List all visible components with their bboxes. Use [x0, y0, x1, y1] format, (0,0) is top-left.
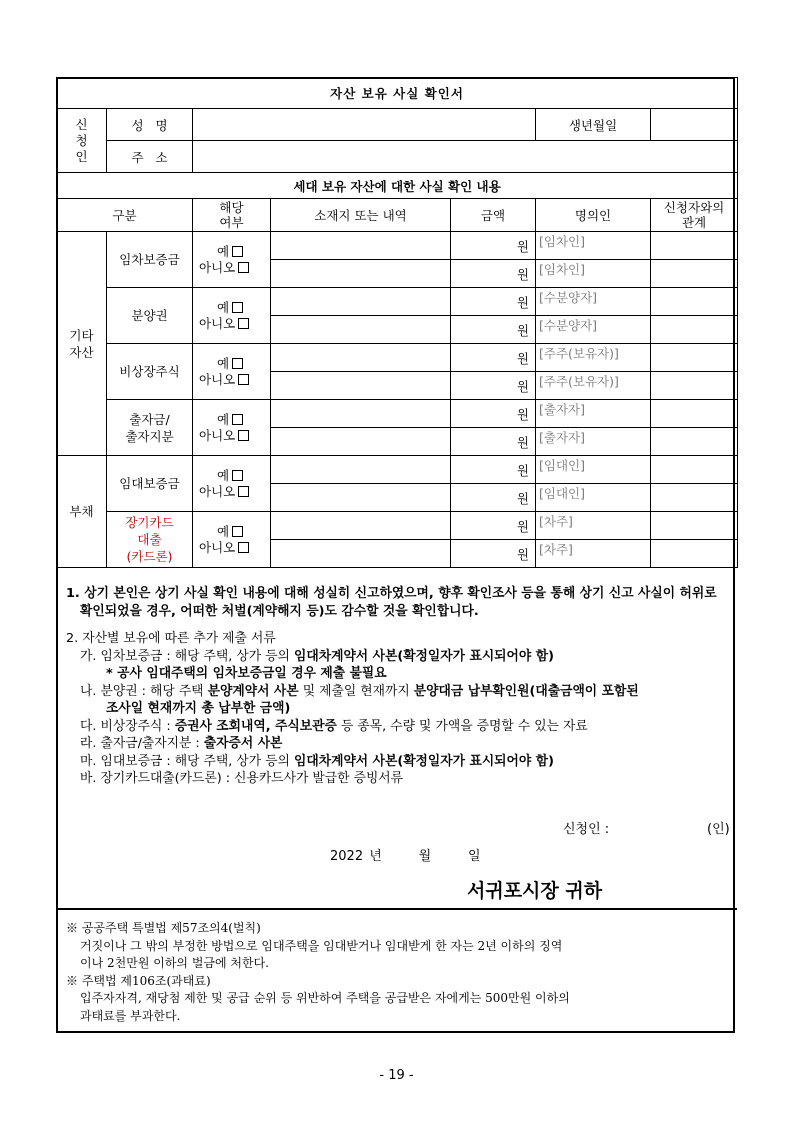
owner-field[interactable]: [임대인] [536, 484, 651, 512]
amount-field[interactable]: 원 [451, 344, 536, 372]
doc-item-ma: 마. 임대보증금 : 해당 주택, 상가 등의 임대차계약서 사본(확정일자가 표시되어야 함) [80, 753, 554, 769]
amount-field[interactable]: 원 [451, 428, 536, 456]
group-label: 부채 [57, 456, 107, 568]
amount-field[interactable]: 원 [451, 400, 536, 428]
item-name: 장기카드 대출 (카드론) [107, 512, 193, 568]
doc-item-da: 다. 비상장주식 : 증권사 조회내역, 주식보관증 등 종목, 수량 및 가액을 증명할 수 있는 자료 [80, 718, 588, 734]
amount-field[interactable]: 원 [451, 232, 536, 260]
item-name: 임차보증금 [107, 232, 193, 288]
owner-field[interactable]: [수분양자] [536, 316, 651, 344]
owner-field[interactable]: [임대인] [536, 456, 651, 484]
owner-field[interactable]: [출자자] [536, 428, 651, 456]
applicant-sign-label: 신청인 : [563, 822, 610, 837]
legal-1-line-a: 거짓이나 그 밖의 부정한 방법으로 임대주택을 임대받거나 임대받게 한 자는 2년 이하의 징역 [80, 938, 563, 953]
owner-field[interactable]: [주주(보유자)] [536, 344, 651, 372]
doc-item-ga: 가. 임차보증금 : 해당 주택, 상가 등의 임대차계약서 사본(확정일자가 표시되어야 함) [80, 648, 554, 664]
yes-option[interactable]: 예 [199, 300, 270, 316]
amount-field[interactable]: 원 [451, 512, 536, 540]
legal-1-line-b: 이나 2천만원 이하의 벌금에 처한다. [80, 956, 269, 970]
owner-field[interactable]: [차주] [536, 540, 651, 568]
header-location: 소재지 또는 내역 [271, 199, 451, 232]
no-option[interactable]: 아니오 [199, 316, 270, 332]
no-option[interactable]: 아니오 [199, 484, 270, 500]
doc-item-ga-sub: * 공사 임대주택의 임차보증금일 경우 제출 불필요 [106, 666, 387, 681]
legal-2-line-b: 과태료를 부과한다. [80, 1008, 181, 1023]
legal-2-line-a: 입주자자격, 재당첨 제한 및 공급 순위 등 위반하여 주택을 공급받은 자에게는 500만원 이하의 [80, 991, 570, 1005]
birth-label: 생년월일 [536, 109, 651, 141]
amount-field[interactable]: 원 [451, 372, 536, 400]
name-label: 성 명 [107, 109, 193, 141]
item-name: 비상장주식 [107, 344, 193, 400]
header-relation: 신청자와의 관계 [651, 199, 738, 232]
applicant-group-label: 신 청 인 [57, 109, 107, 173]
legal-notice [56, 908, 737, 1025]
amount-field[interactable]: 원 [451, 316, 536, 344]
no-option[interactable]: 아니오 [199, 260, 270, 276]
declaration-text: 1. 상기 본인은 상기 사실 확인 내용에 대해 성실히 신고하였으며, 향후 확인조사 등을 통해 상기 신고 사실이 허위로 확인되었을 경우, 어떠한 처벌(계약해지 등)도 감수할 것을 확인합니다. [66, 586, 717, 619]
yes-option[interactable]: 예 [199, 468, 270, 484]
group-label: 기타 자산 [57, 232, 107, 456]
yes-option[interactable]: 예 [199, 244, 270, 260]
owner-field[interactable]: [임차인] [536, 232, 651, 260]
owner-field[interactable]: [출자자] [536, 400, 651, 428]
doc-item-na-cont: 조사일 현재까지 총 납부한 금액) [106, 701, 291, 716]
doc-item-ra: 라. 출자금/출자지분 : 출자증서 사본 [80, 736, 283, 751]
amount-field[interactable]: 원 [451, 260, 536, 288]
legal-2-title: ※ 주택법 제106조(과태료) [66, 973, 211, 988]
section-title: 세대 보유 자산에 대한 사실 확인 내용 [57, 173, 738, 199]
item-name: 출자금/ 출자지분 [107, 400, 193, 456]
seal-mark: (인) [707, 822, 730, 837]
legal-1-title: ※ 공공주택 특별법 제57조의4(벌칙) [66, 921, 261, 935]
yes-option[interactable]: 예 [199, 524, 270, 540]
no-option[interactable]: 아니오 [199, 540, 270, 556]
doc-item-na: 나. 분양권 : 해당 주택 분양계약서 사본 및 제출일 현재까지 분양대금 납부확인원(대출금액이 포함된 [80, 683, 639, 699]
outer-frame [56, 77, 735, 1033]
amount-field[interactable]: 원 [451, 288, 536, 316]
amount-field[interactable]: 원 [451, 540, 536, 568]
no-option[interactable]: 아니오 [199, 428, 270, 444]
yes-option[interactable]: 예 [199, 356, 270, 372]
addressee: 서귀포시장 귀하 [467, 880, 603, 902]
owner-field[interactable]: [주주(보유자)] [536, 372, 651, 400]
header-category: 구분 [57, 199, 193, 232]
page-number: - 19 - [379, 1068, 414, 1083]
item-name: 임대보증금 [107, 456, 193, 512]
owner-field[interactable]: [차주] [536, 512, 651, 540]
header-amount: 금액 [451, 199, 536, 232]
owner-field[interactable]: [임차인] [536, 260, 651, 288]
amount-field[interactable]: 원 [451, 484, 536, 512]
header-owner: 명의인 [536, 199, 651, 232]
yes-option[interactable]: 예 [199, 412, 270, 428]
page-title: 자산 보유 사실 확인서 [57, 78, 738, 109]
no-option[interactable]: 아니오 [199, 372, 270, 388]
header-applicable: 해당 여부 [193, 199, 271, 232]
item-name: 분양권 [107, 288, 193, 344]
owner-field[interactable]: [수분양자] [536, 288, 651, 316]
amount-field[interactable]: 원 [451, 456, 536, 484]
date-line: 2022 년 월 일 [330, 849, 481, 864]
documents-title: 2. 자산별 보유에 따른 추가 제출 서류 [66, 631, 276, 646]
doc-item-ba: 바. 장기카드대출(카드론) : 신용카드사가 발급한 증빙서류 [80, 771, 404, 786]
address-label: 주 소 [107, 141, 193, 173]
